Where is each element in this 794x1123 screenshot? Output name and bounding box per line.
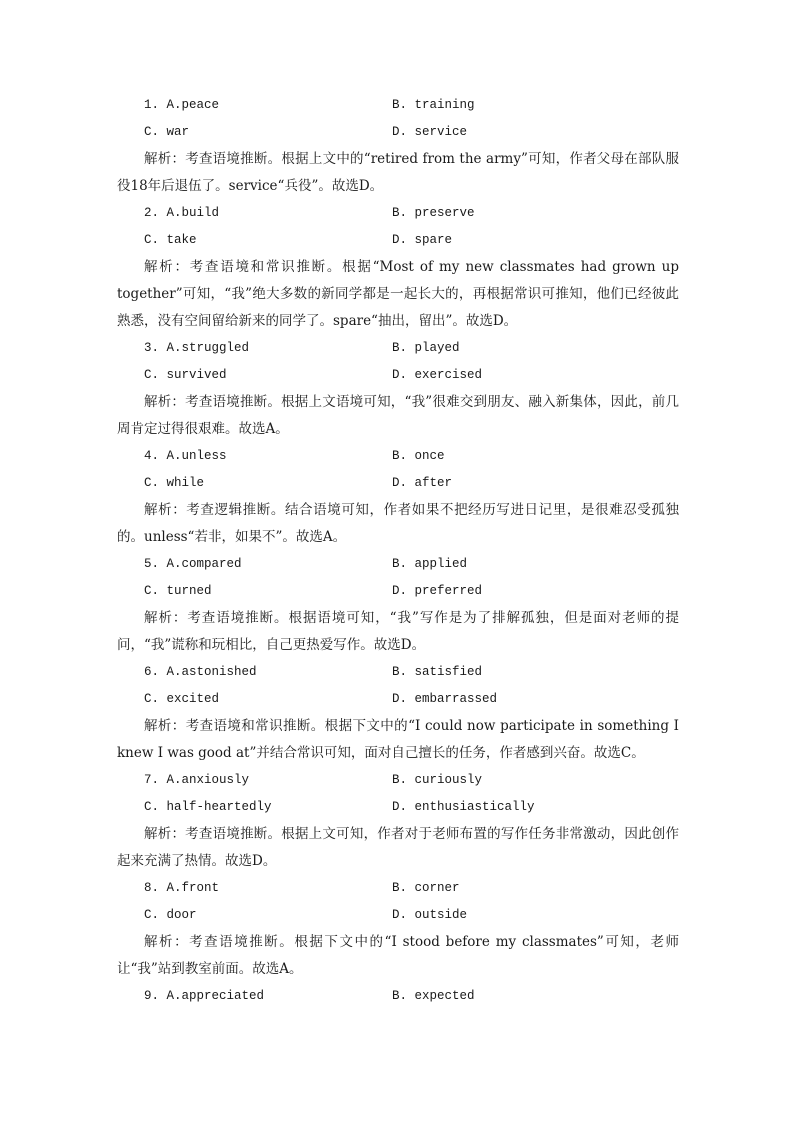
answer-option: B. satisfied <box>392 665 483 679</box>
answer-option: D. enthusiastically <box>392 800 535 814</box>
answer-option: 5. A.compared <box>144 557 242 571</box>
answer-option: 8. A.front <box>144 881 220 895</box>
option-row <box>117 443 679 470</box>
answer-option: D. preferred <box>392 584 483 598</box>
answer-option: B. training <box>392 98 475 112</box>
answer-option: 7. A.anxiously <box>144 773 250 787</box>
option-row <box>117 470 679 497</box>
option-row <box>117 767 679 794</box>
answer-option: D. after <box>392 476 453 490</box>
option-row <box>117 200 679 227</box>
option-row <box>117 227 679 254</box>
answer-option: D. service <box>392 125 468 139</box>
option-row <box>117 659 679 686</box>
answer-option: B. once <box>392 449 445 463</box>
answer-option: C. door <box>144 908 197 922</box>
answer-option: B. played <box>392 341 460 355</box>
answer-option: C. survived <box>144 368 227 382</box>
answer-option: B. expected <box>392 989 475 1003</box>
answer-option: 9. A.appreciated <box>144 989 265 1003</box>
option-row <box>117 794 679 821</box>
answer-option: B. corner <box>392 881 460 895</box>
option-row <box>117 983 679 1010</box>
answer-option: C. excited <box>144 692 220 706</box>
analysis-paragraph: 解析：考查语境推断。根据上文可知，作者对于老师布置的写作任务非常激动，因此创作起来充满了热情。故选D。 <box>117 826 679 869</box>
option-row <box>117 92 679 119</box>
question-block <box>117 335 679 443</box>
question-block <box>117 875 679 983</box>
analysis-paragraph: 解析：考查语境推断。根据下文中的“I stood before my classmates”可知，老师让“我”站到教室前面。故选A。 <box>117 934 679 977</box>
answer-option: D. outside <box>392 908 468 922</box>
option-row <box>117 902 679 929</box>
question-block <box>117 443 679 551</box>
analysis-paragraph: 解析：考查语境推断。根据上文语境可知，“我”很难交到朋友、融入新集体，因此，前几周肯定过得很艰难。故选A。 <box>117 394 679 437</box>
answer-option: B. curiously <box>392 773 483 787</box>
answer-option: D. embarrassed <box>392 692 498 706</box>
answer-option: C. turned <box>144 584 212 598</box>
option-row <box>117 875 679 902</box>
analysis-paragraph: 解析：考查逻辑推断。结合语境可知，作者如果不把经历写进日记里，是很难忍受孤独的。unless“若非，如果不”。故选A。 <box>117 502 679 545</box>
answer-option: C. take <box>144 233 197 247</box>
analysis-paragraph: 解析：考查语境和常识推断。根据“Most of my new classmates had grown up together”可知，“我”绝大多数的新同学都是一起长大的，再根据常识可推知，他们已经彼此熟悉，没有空间留给新来的同学了。spare“抽出，留出”。故选D。 <box>117 259 679 329</box>
answer-option: 1. A.peace <box>144 98 220 112</box>
answer-option: D. exercised <box>392 368 483 382</box>
analysis-paragraph: 解析：考查语境推断。根据语境可知，“我”写作是为了排解孤独，但是面对老师的提问，“我”谎称和玩相比，自己更热爱写作。故选D。 <box>117 610 679 653</box>
answer-option: 6. A.astonished <box>144 665 257 679</box>
answer-option: B. applied <box>392 557 468 571</box>
option-row <box>117 578 679 605</box>
answer-option: 3. A.struggled <box>144 341 250 355</box>
question-block <box>117 659 679 767</box>
analysis-paragraph: 解析：考查语境和常识推断。根据下文中的“I could now participate in something I knew I was good at”并结合常识可知，面对自己擅长的任务，作者感到兴奋。故选C。 <box>117 718 679 761</box>
option-row <box>117 335 679 362</box>
option-row <box>117 119 679 146</box>
option-row <box>117 551 679 578</box>
answer-option: D. spare <box>392 233 453 247</box>
question-block <box>117 200 679 335</box>
question-block <box>117 767 679 875</box>
answer-option: B. preserve <box>392 206 475 220</box>
answer-option: C. half-heartedly <box>144 800 272 814</box>
question-block <box>117 551 679 659</box>
answer-option: 2. A.build <box>144 206 220 220</box>
analysis-paragraph: 解析：考查语境推断。根据上文中的“retired from the army”可知，作者父母在部队服役18年后退伍了。service“兵役”。故选D。 <box>117 151 679 194</box>
answer-option: C. war <box>144 125 190 139</box>
answer-option: 4. A.unless <box>144 449 227 463</box>
answer-option: C. while <box>144 476 205 490</box>
option-row <box>117 362 679 389</box>
question-block <box>117 983 679 1010</box>
question-block <box>117 92 679 200</box>
document-page <box>117 92 679 1010</box>
option-row <box>117 686 679 713</box>
